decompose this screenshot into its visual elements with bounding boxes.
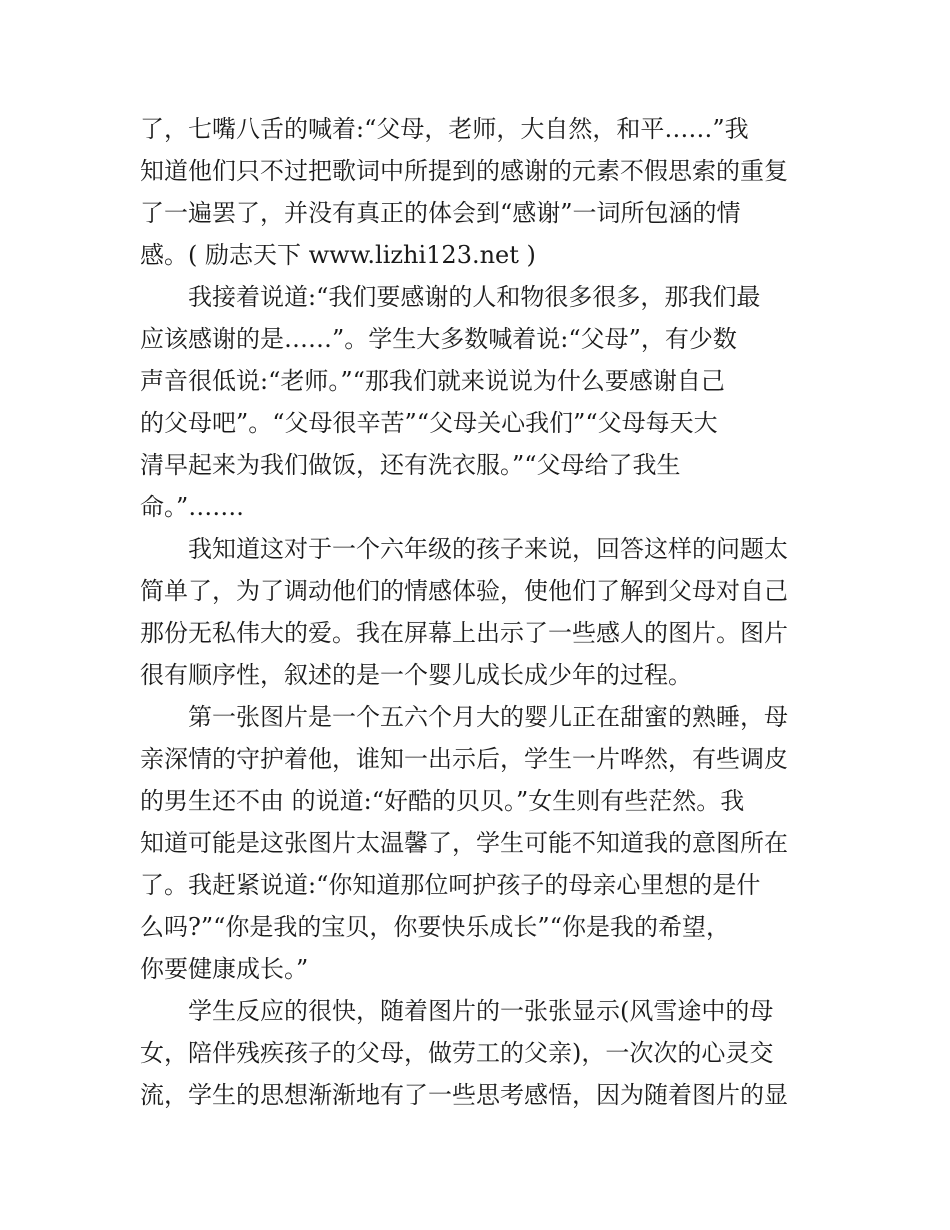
text-line: 么吗?”“你是我的宝贝，你要快乐成长”“你是我的希望，: [140, 913, 730, 941]
text-line: 了一遍罢了，并没有真正的体会到“感谢”一词所包涵的情: [140, 199, 741, 227]
paragraph-first-line: 我接着说道:“我们要感谢的人和物很多很多，那我们最: [188, 283, 761, 311]
text-line: 女，陪伴残疾孩子的父母，做劳工的父亲)，一次次的心灵交: [140, 1039, 774, 1067]
text-line: 了。我赶紧说道:“你知道那位呵护孩子的母亲心里想的是什: [140, 871, 761, 899]
text-line: 命。”…….: [140, 493, 244, 521]
text-line: 你要健康成长。”: [140, 955, 309, 983]
text-line: 应该感谢的是……”。学生大多数喊着说:“父母”，有少数: [140, 325, 737, 353]
text-line: 的父母吧”。“父母很辛苦”“父母关心我们”“父母每天大: [140, 409, 718, 437]
text-line: 知道他们只不过把歌词中所提到的感谢的元素不假思索的重复: [140, 157, 788, 185]
text-line: 流，学生的思想渐渐地有了一些思考感悟，因为随着图片的显: [140, 1081, 788, 1109]
text-line: 的男生还不由 的说道:“好酷的贝贝。”女生则有些茫然。我: [140, 787, 745, 815]
article-body: [140, 108, 820, 1116]
text-line: 那份无私伟大的爱。我在屏幕上出示了一些感人的图片。图片: [140, 619, 788, 647]
paragraph-first-line: 学生反应的很快，随着图片的一张张显示(风雪途中的母: [188, 997, 774, 1025]
text-line: 亲深情的守护着他，谁知一出示后，学生一片哗然，有些调皮: [140, 745, 788, 773]
text-line: 简单了，为了调动他们的情感体验，使他们了解到父母对自己: [140, 577, 788, 605]
text-line: 了，七嘴八舌的喊着:“父母，老师，大自然，和平……”我: [140, 115, 749, 143]
text-line: 感。( 励志天下 www.lizhi123.net ): [140, 241, 536, 269]
paragraph-first-line: 第一张图片是一个五六个月大的婴儿正在甜蜜的熟睡，母: [188, 703, 788, 731]
text-line: 很有顺序性，叙述的是一个婴儿成长成少年的过程。: [140, 661, 692, 689]
text-line: 清早起来为我们做饭，还有洗衣服。”“父母给了我生: [140, 451, 681, 479]
text-line: 声音很低说:“老师。”“那我们就来说说为什么要感谢自己: [140, 367, 725, 395]
paragraph-first-line: 我知道这对于一个六年级的孩子来说，回答这样的问题太: [188, 535, 788, 563]
text-line: 知道可能是这张图片太温馨了，学生可能不知道我的意图所在: [140, 829, 788, 857]
